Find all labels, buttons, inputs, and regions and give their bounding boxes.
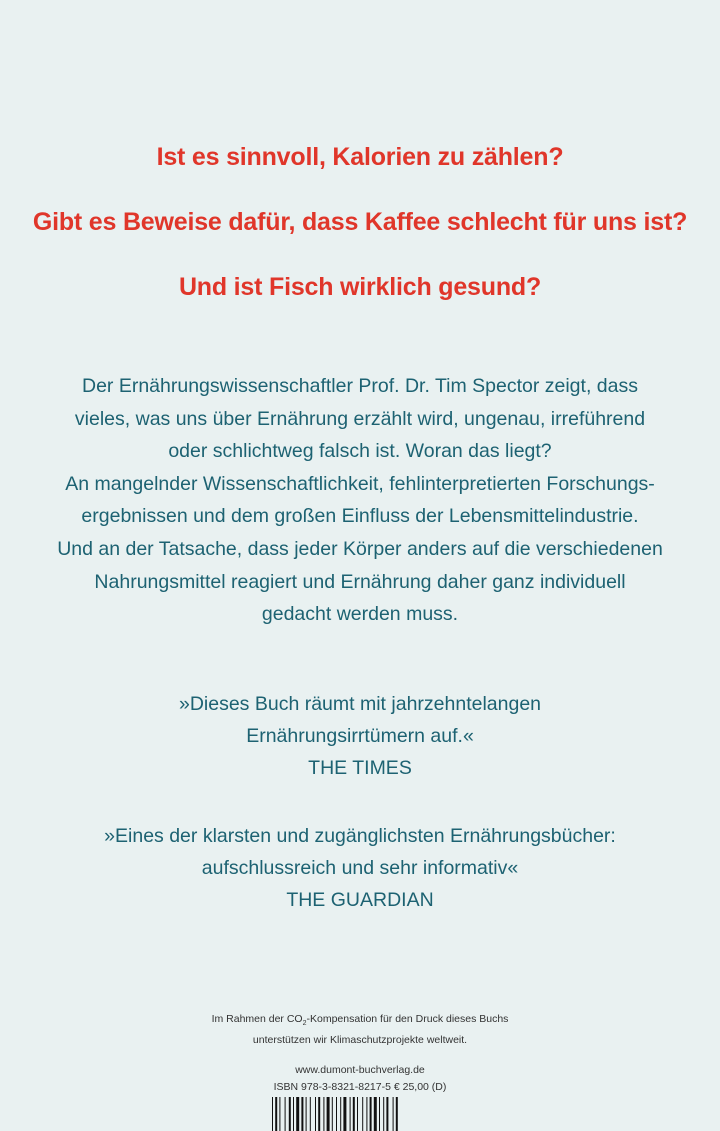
description-line: ergebnissen und dem großen Einfluss der Lebensmittelindustrie. bbox=[81, 505, 639, 528]
isbn-price: ISBN 978-3-8321-8217-5 € 25,00 (D) bbox=[273, 1081, 447, 1093]
review-quote-times bbox=[40, 688, 680, 784]
description-line: Nahrungsmittel reagiert und Ernährung daher ganz individuell bbox=[94, 570, 626, 593]
description-line: An mangelnder Wissenschaftlichkeit, fehlinterpretierten Forschungs- bbox=[65, 472, 655, 495]
co2-note-line-2: unterstützen wir Klimaschutzprojekte weltweit. bbox=[252, 1034, 468, 1047]
question-3: Und ist Fisch wirklich gesund? bbox=[178, 273, 542, 301]
co2-note bbox=[0, 1011, 720, 1048]
description-line: Der Ernährungswissenschaftler Prof. Dr. Tim Spector zeigt, dass bbox=[82, 375, 638, 397]
description-line: oder schlichtweg falsch ist. Woran das liegt? bbox=[168, 440, 552, 463]
quote-line: »Eines der klarsten und zugänglichsten Ernährungsbücher: bbox=[104, 825, 616, 847]
question-2: Gibt es Beweise dafür, dass Kaffee schlecht für uns ist? bbox=[32, 208, 688, 236]
quote-source: THE TIMES bbox=[308, 757, 412, 779]
quote-source: THE GUARDIAN bbox=[286, 889, 434, 911]
question-1: Ist es sinnvoll, Kalorien zu zählen? bbox=[156, 143, 564, 171]
publisher-website: www.dumont-buchverlag.de bbox=[295, 1064, 425, 1076]
description bbox=[40, 370, 680, 631]
quote-line: aufschlussreich und sehr informativ« bbox=[201, 857, 519, 879]
description-line: Und an der Tatsache, dass jeder Körper anders auf die verschiedenen bbox=[57, 537, 663, 560]
barcode bbox=[270, 1097, 450, 1131]
co2-note-line-1: Im Rahmen der $CO_2$-Kompensation für den Druck dieses Buchs bbox=[211, 1013, 509, 1028]
description-line: gedacht werden muss. bbox=[261, 603, 459, 626]
quote-line: Ernährungsirrtümern auf.« bbox=[246, 725, 474, 747]
quote-line: »Dieses Buch räumt mit jahrzehntelangen bbox=[178, 693, 542, 715]
description-line: vieles, was uns über Ernährung erzählt wird, ungenau, irreführend bbox=[74, 407, 646, 430]
review-quote-guardian bbox=[40, 820, 680, 916]
